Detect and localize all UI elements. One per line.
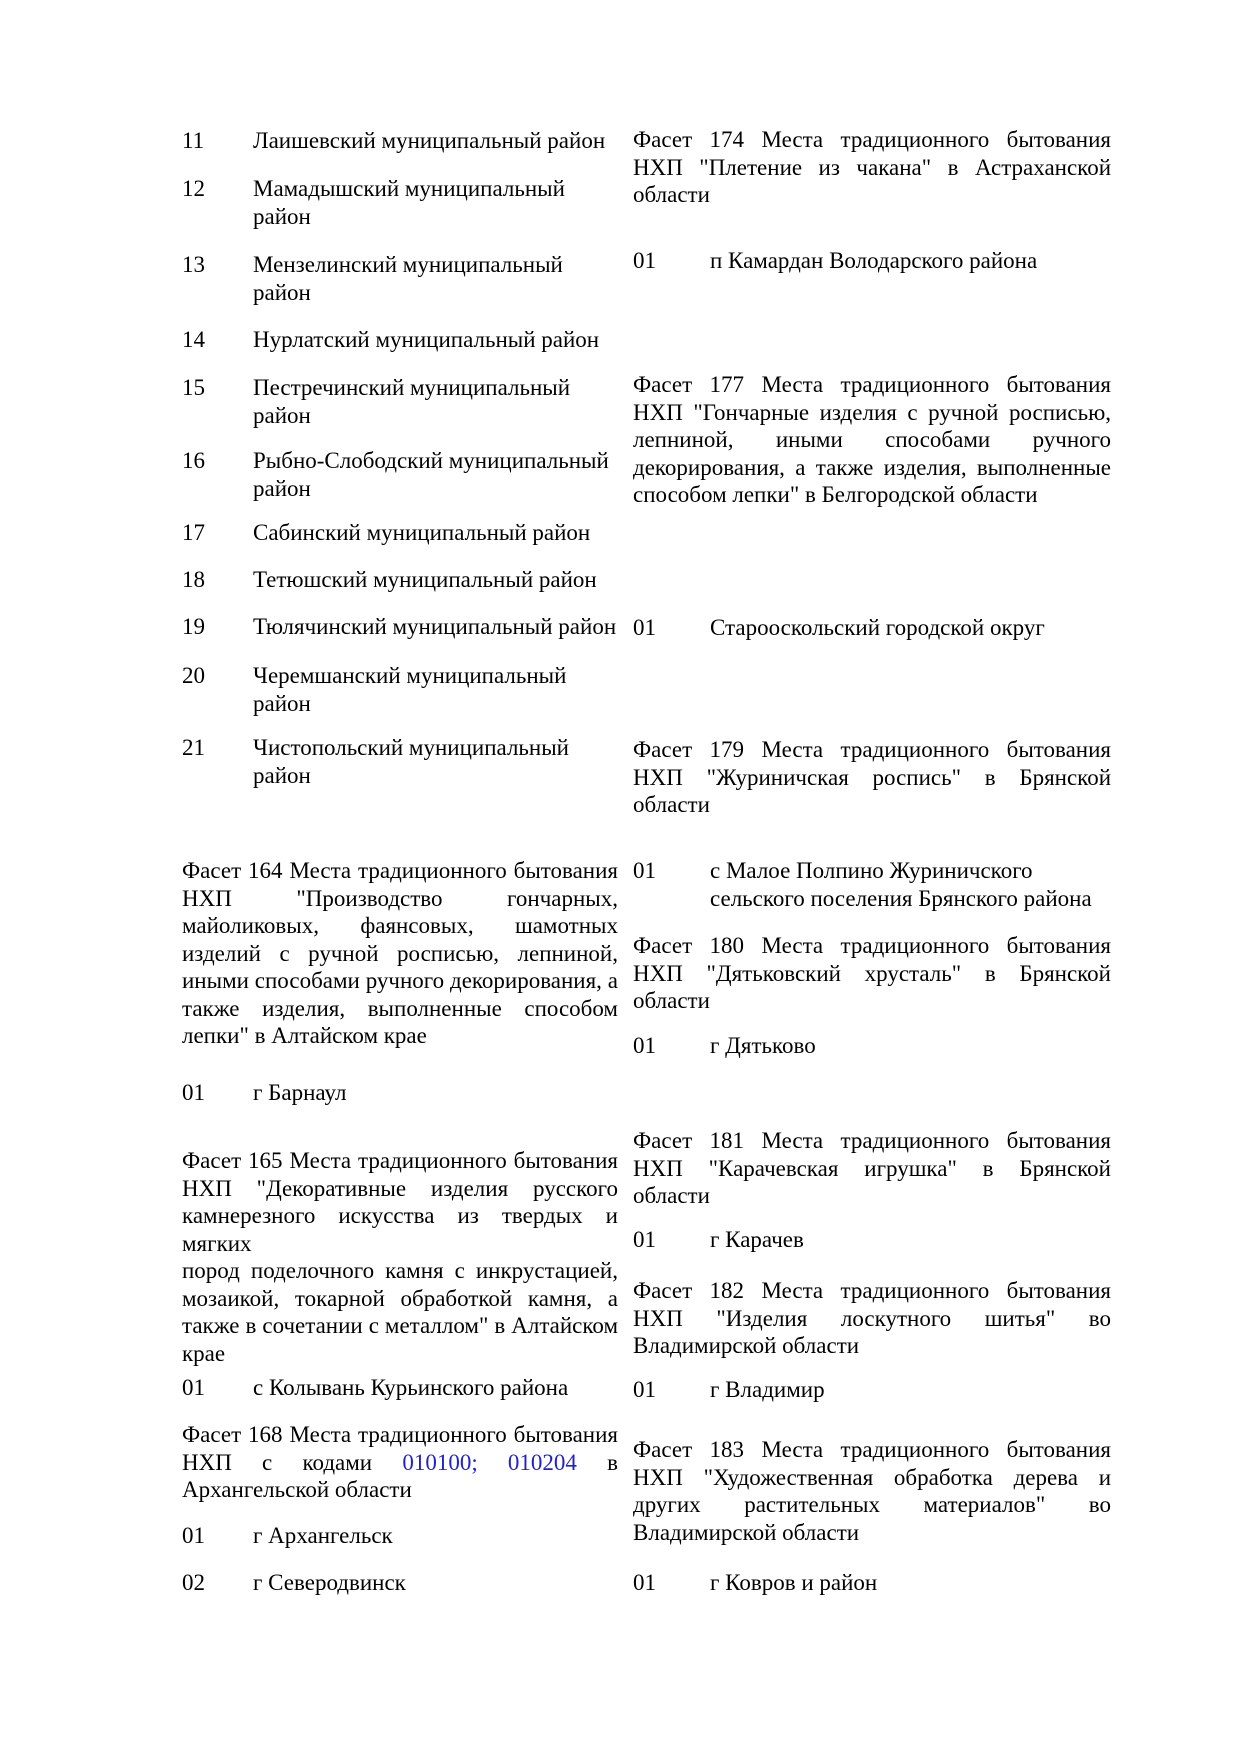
facet-line: НХП "Художественная обработка дерева и bbox=[633, 1464, 1111, 1490]
item-text-line: г Северодвинск bbox=[253, 1570, 406, 1595]
item-text bbox=[710, 1376, 1111, 1404]
numbered-item bbox=[182, 734, 618, 789]
facet-line: Фасет 168 Места традиционного бытования bbox=[182, 1422, 618, 1447]
numbered-item bbox=[633, 1226, 1111, 1254]
item-text bbox=[253, 1374, 618, 1402]
facet-line: области bbox=[633, 1183, 710, 1208]
numbered-item bbox=[633, 1032, 1111, 1060]
item-text-line: Сабинский муниципальный район bbox=[253, 520, 591, 545]
facet-line: пород поделочного камня с инкрустацией, bbox=[182, 1258, 618, 1283]
item-text bbox=[253, 613, 618, 641]
numbered-item bbox=[182, 251, 618, 306]
item-text-line: г Барнаул bbox=[253, 1080, 347, 1105]
numbered-item bbox=[182, 1374, 618, 1402]
facet-paragraph bbox=[633, 126, 1111, 209]
facet-line: крае bbox=[182, 1340, 226, 1366]
facet-text-segment bbox=[478, 1450, 508, 1475]
facet-line: НХП "Журиничская роспись" в Брянской bbox=[633, 764, 1111, 790]
facet-line: НХП "Дятьковский хрусталь" в Брянской bbox=[633, 960, 1111, 986]
item-text-line: Нурлатский муниципальный район bbox=[253, 327, 600, 352]
facet-line: НХП "Производство гончарных, bbox=[182, 885, 618, 911]
item-text bbox=[253, 251, 618, 306]
numbered-item bbox=[182, 127, 618, 155]
item-text-line: район bbox=[253, 475, 311, 501]
item-text-line: г Архангельск bbox=[253, 1523, 393, 1548]
item-text-line: с Колывань Курьинского района bbox=[253, 1375, 569, 1400]
numbered-item bbox=[182, 662, 618, 717]
item-number: 17 bbox=[182, 520, 205, 545]
item-text bbox=[710, 1032, 1111, 1060]
facet-line: Фасет 183 Места традиционного бытования bbox=[633, 1437, 1111, 1462]
facet-line: Фасет 164 Места традиционного бытования bbox=[182, 858, 618, 883]
facet-line: Фасет 182 Места традиционного бытования bbox=[633, 1278, 1111, 1303]
facet-paragraph bbox=[633, 932, 1111, 1015]
numbered-item bbox=[182, 374, 618, 429]
facet-paragraph bbox=[182, 857, 618, 1050]
item-number: 01 bbox=[633, 1033, 656, 1058]
item-number: 01 bbox=[633, 248, 656, 273]
item-number: 19 bbox=[182, 614, 205, 639]
numbered-item bbox=[633, 247, 1111, 275]
item-number: 15 bbox=[182, 375, 205, 400]
facet-line: области bbox=[633, 182, 710, 207]
item-text-line: Пестречинский муниципальный bbox=[253, 375, 571, 400]
item-text bbox=[253, 662, 618, 717]
facet-line: Фасет 174 Места традиционного бытования bbox=[633, 127, 1111, 152]
item-number: 18 bbox=[182, 567, 205, 592]
facet-line: также в сочетании с металлом" в Алтайском bbox=[182, 1313, 618, 1338]
facet-line: также изделия, выполненные способом bbox=[182, 995, 618, 1021]
facet-paragraph bbox=[633, 1277, 1111, 1360]
item-text-line: г Владимир bbox=[710, 1377, 825, 1402]
item-text bbox=[253, 1522, 618, 1550]
facet-text-segment: в bbox=[576, 1449, 618, 1475]
facet-line: других растительных материалов" во bbox=[633, 1492, 1111, 1517]
item-text-line: Лаишевский муниципальный район bbox=[253, 128, 606, 153]
item-number: 01 bbox=[633, 1227, 656, 1252]
item-text-line: г Дятьково bbox=[710, 1033, 816, 1058]
facet-line: Фасет 179 Места традиционного бытования bbox=[633, 737, 1111, 762]
item-text-line: Тетюшский муниципальный район bbox=[253, 567, 597, 592]
facet-paragraph bbox=[182, 1147, 618, 1367]
item-text-line: Старооскольский городской округ bbox=[710, 615, 1045, 640]
item-text-line: сельского поселения Брянского района bbox=[710, 885, 1092, 911]
item-text-line: Тюлячинский муниципальный район bbox=[253, 614, 617, 639]
facet-line: мозаикой, токарной обработкой камня, а bbox=[182, 1285, 618, 1311]
item-text-line: район bbox=[253, 402, 311, 428]
facet-line: Архангельской области bbox=[182, 1477, 412, 1502]
facet-line: изделий с ручной росписью, лепниной, bbox=[182, 940, 618, 966]
item-text-line: с Малое Полпино Журиничского bbox=[710, 858, 1033, 883]
item-text-line: Рыбно-Слободский муниципальный bbox=[253, 448, 609, 473]
column-right bbox=[633, 0, 1111, 1754]
facet-paragraph bbox=[633, 1436, 1111, 1546]
facet-line: НХП "Декоративные изделия русского bbox=[182, 1175, 618, 1201]
item-number: 01 bbox=[633, 615, 656, 640]
numbered-item bbox=[633, 614, 1111, 642]
item-text-line: район bbox=[253, 279, 311, 305]
facet-line: Фасет 165 Места традиционного бытования bbox=[182, 1148, 618, 1173]
facet-line: майоликовых, фаянсовых, шамотных bbox=[182, 913, 618, 938]
item-number: 20 bbox=[182, 663, 205, 688]
item-text bbox=[253, 374, 618, 429]
facet-line: Владимирской области bbox=[633, 1333, 860, 1358]
numbered-item bbox=[182, 613, 618, 641]
facet-line: области bbox=[633, 792, 710, 817]
facet-line: камнерезного искусства из твердых и мягких bbox=[182, 1203, 618, 1256]
item-text-line: Мамадышский муниципальный bbox=[253, 176, 565, 201]
item-text bbox=[253, 127, 618, 155]
numbered-item bbox=[182, 519, 618, 547]
item-text bbox=[253, 447, 618, 502]
numbered-item bbox=[182, 1079, 618, 1107]
item-text bbox=[253, 326, 618, 354]
column-left bbox=[182, 0, 618, 1754]
numbered-item bbox=[633, 1376, 1111, 1404]
item-text-line: район bbox=[253, 690, 311, 716]
facet-text-segment: НХП с кодами bbox=[182, 1449, 403, 1475]
code-link[interactable]: 010204 bbox=[507, 1449, 577, 1475]
item-text bbox=[253, 1569, 618, 1597]
item-number: 01 bbox=[633, 1570, 656, 1595]
facet-line: НХП "Плетение из чакана" в Астраханской bbox=[633, 154, 1111, 180]
item-number: 12 bbox=[182, 176, 205, 201]
item-text bbox=[710, 247, 1111, 275]
facet-line: НХП "Гончарные изделия с ручной росписью, bbox=[633, 399, 1111, 425]
item-text-line: п Камардан Володарского района bbox=[710, 248, 1038, 273]
item-number: 01 bbox=[182, 1523, 205, 1548]
facet-line: области bbox=[633, 988, 710, 1013]
item-text bbox=[253, 1079, 618, 1107]
facet-line: Владимирской области bbox=[633, 1519, 860, 1545]
code-link[interactable]: 010100; bbox=[402, 1449, 478, 1475]
item-text-line: Мензелинский муниципальный bbox=[253, 252, 563, 277]
item-text bbox=[710, 1569, 1111, 1597]
facet-line: способом лепки" в Белгородской области bbox=[633, 482, 1038, 507]
facet-line: иными способами ручного декорирования, а bbox=[182, 968, 618, 993]
item-number: 21 bbox=[182, 735, 205, 760]
numbered-item bbox=[182, 1522, 618, 1550]
facet-paragraph bbox=[633, 371, 1111, 509]
item-number: 01 bbox=[182, 1080, 205, 1105]
item-text bbox=[253, 175, 618, 230]
facet-line: НХП "Карачевская игрушка" в Брянской bbox=[633, 1155, 1111, 1181]
facet-line: лепки" в Алтайском крае bbox=[182, 1023, 427, 1048]
numbered-item bbox=[182, 566, 618, 594]
item-number: 13 bbox=[182, 252, 205, 277]
item-number: 01 bbox=[633, 858, 656, 883]
facet-line: лепниной, иными способами ручного bbox=[633, 427, 1111, 452]
facet-paragraph bbox=[182, 1421, 618, 1504]
numbered-item bbox=[182, 326, 618, 354]
item-text bbox=[710, 857, 1111, 912]
item-text-line: район bbox=[253, 762, 311, 788]
item-text-line: г Ковров и район bbox=[710, 1570, 878, 1595]
facet-line: Фасет 181 Места традиционного бытования bbox=[633, 1128, 1111, 1153]
item-text-line: Чистопольский муниципальный bbox=[253, 735, 569, 760]
item-text bbox=[253, 734, 618, 789]
item-text bbox=[710, 614, 1111, 642]
item-text-line: Черемшанский муниципальный bbox=[253, 663, 567, 688]
item-text-line: г Карачев bbox=[710, 1227, 804, 1252]
facet-line bbox=[182, 1449, 618, 1477]
numbered-item bbox=[182, 175, 618, 230]
facet-line: НХП "Изделия лоскутного шитья" во bbox=[633, 1305, 1111, 1331]
facet-line: Фасет 177 Места традиционного бытования bbox=[633, 372, 1111, 397]
facet-line: Фасет 180 Места традиционного бытования bbox=[633, 933, 1111, 958]
numbered-item bbox=[633, 857, 1111, 912]
item-number: 02 bbox=[182, 1570, 205, 1595]
facet-paragraph bbox=[633, 1127, 1111, 1210]
item-text bbox=[253, 566, 618, 594]
numbered-item bbox=[182, 1569, 618, 1597]
item-number: 16 bbox=[182, 448, 205, 473]
item-text-line: район bbox=[253, 203, 311, 229]
facet-line: декорирования, а также изделия, выполненные bbox=[633, 454, 1111, 480]
numbered-item bbox=[633, 1569, 1111, 1597]
item-number: 11 bbox=[182, 128, 205, 153]
numbered-item bbox=[182, 447, 618, 502]
facet-paragraph bbox=[633, 736, 1111, 819]
item-text bbox=[710, 1226, 1111, 1254]
item-number: 01 bbox=[633, 1377, 656, 1402]
item-number: 14 bbox=[182, 327, 205, 352]
item-text bbox=[253, 519, 618, 547]
item-number: 01 bbox=[182, 1375, 205, 1400]
